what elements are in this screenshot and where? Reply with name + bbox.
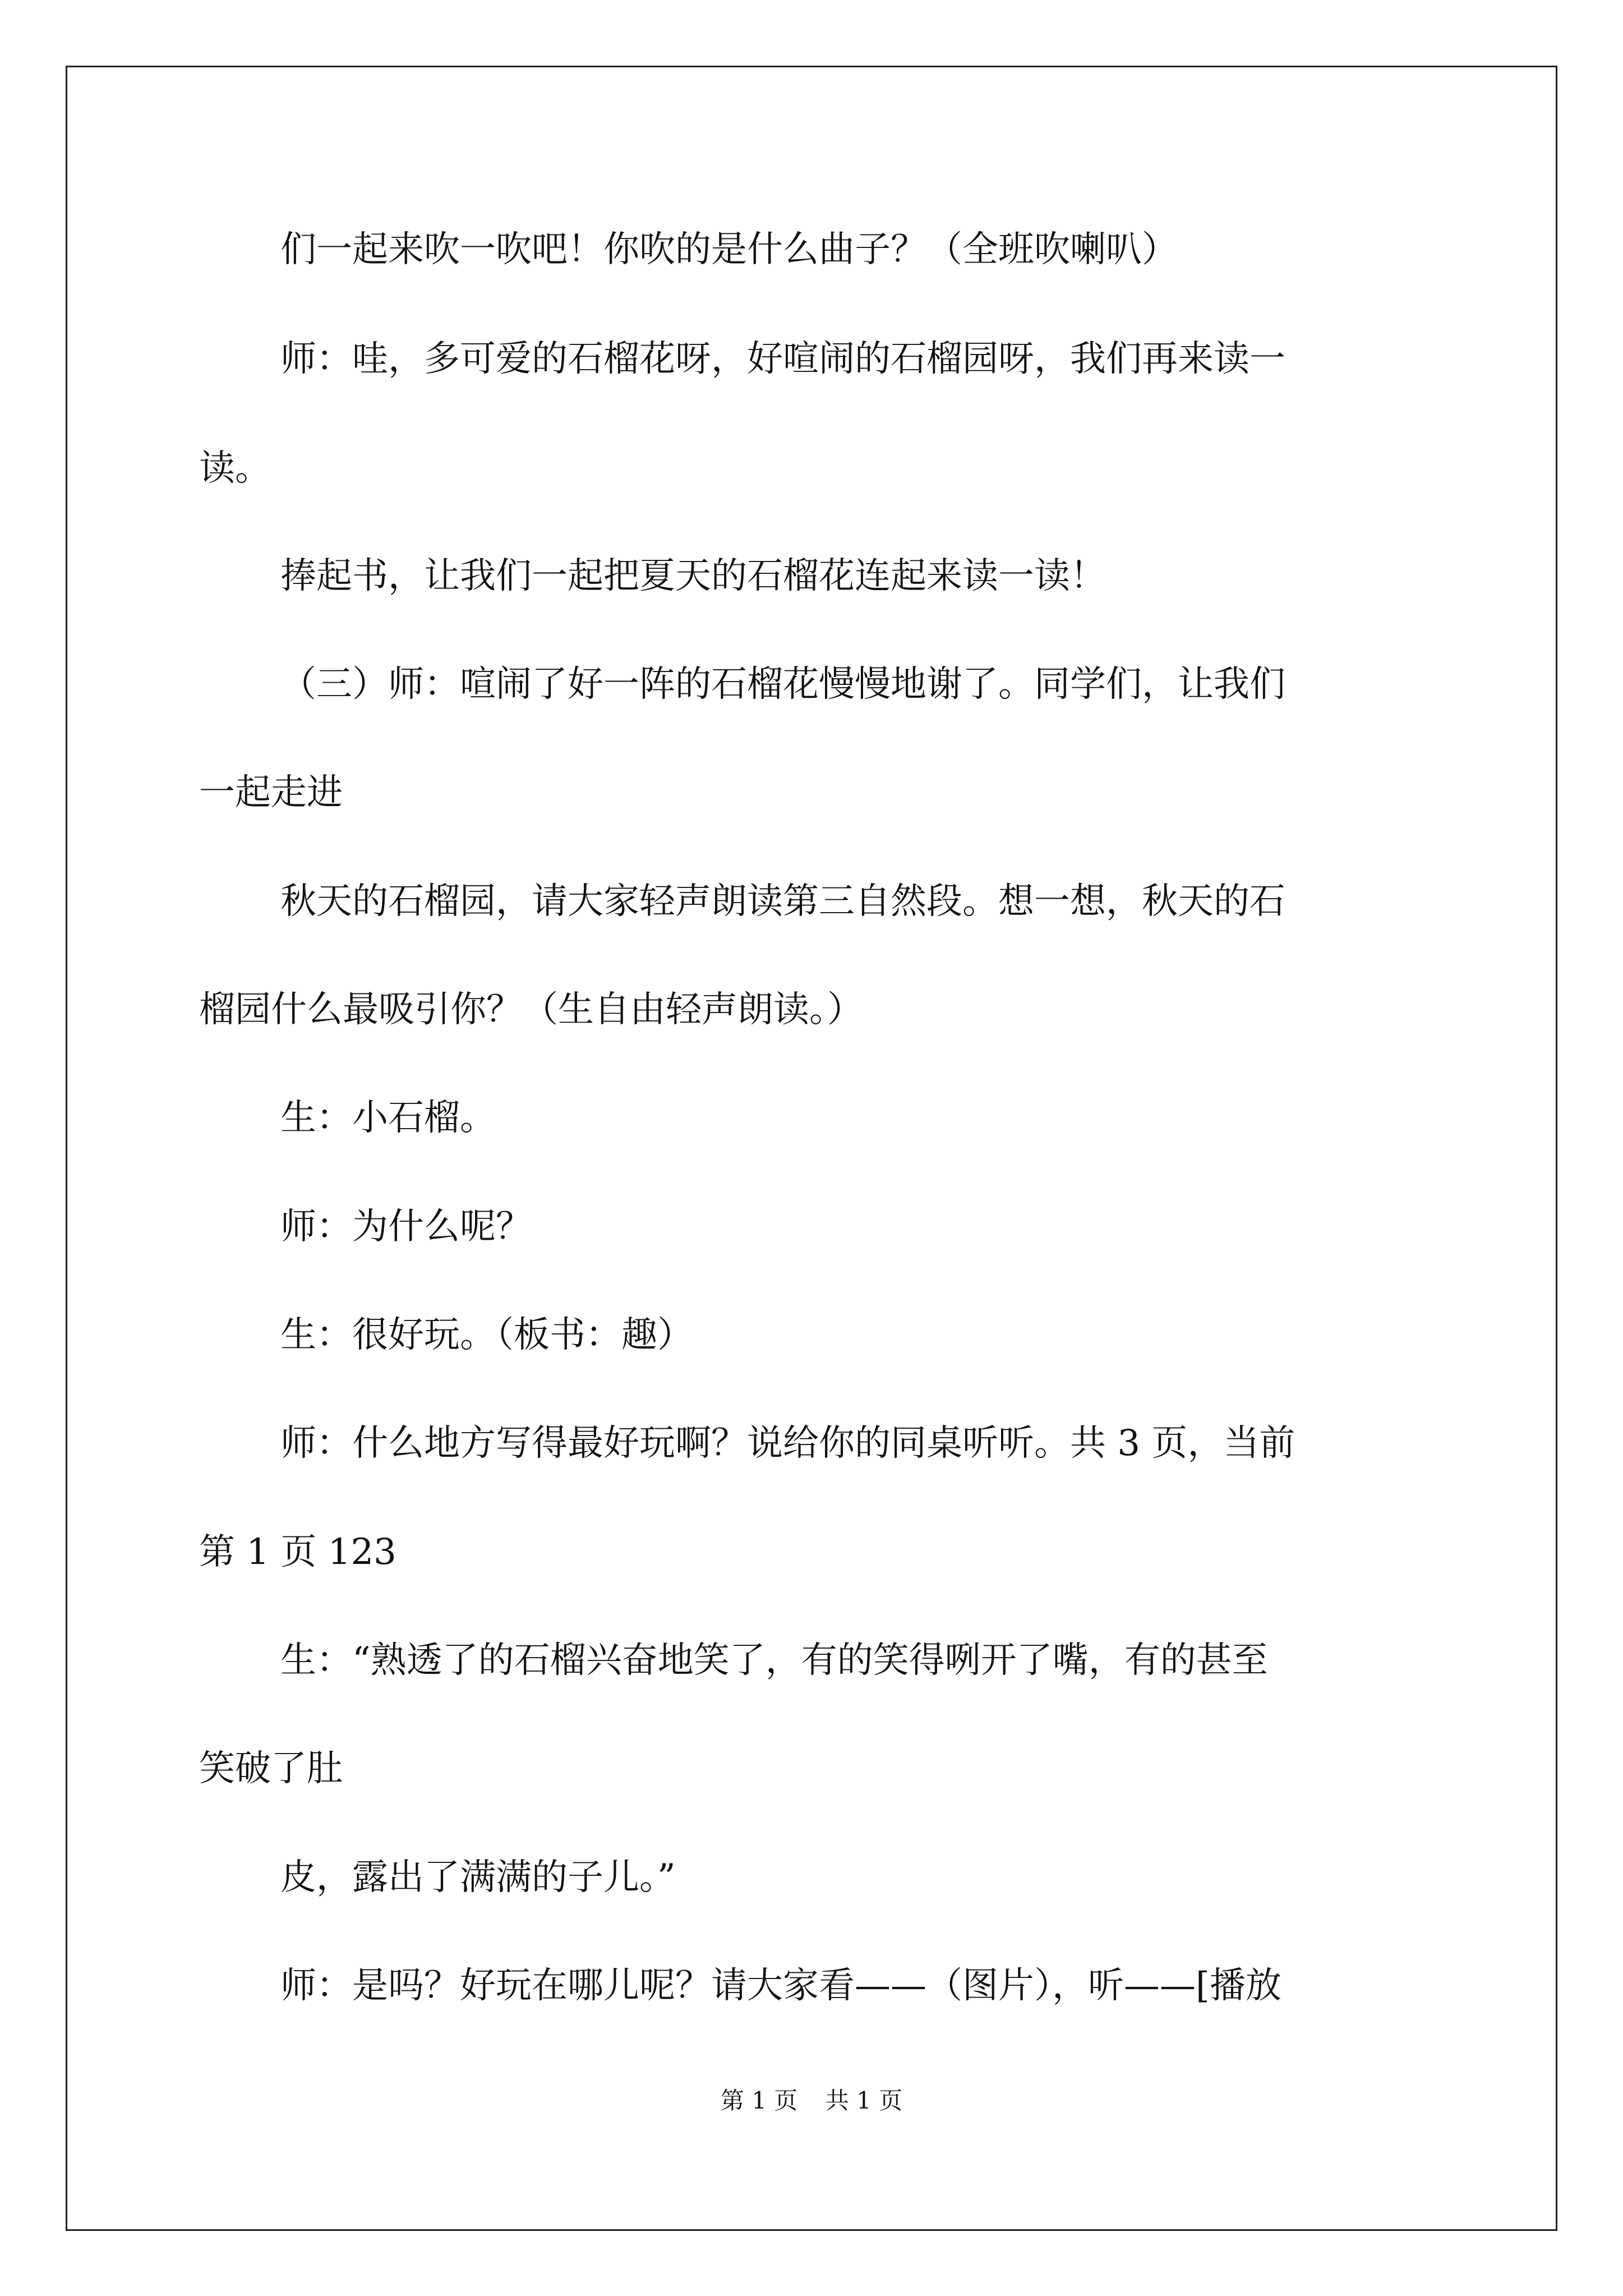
text-line: 师：哇，多可爱的石榴花呀，好喧闹的石榴园呀，我们再来读一 [280, 338, 1285, 380]
text-line: 读。 [199, 448, 271, 489]
text-line: 师：什么地方写得最好玩啊？说给你的同桌听听。共 3 页，当前 [280, 1423, 1295, 1464]
text-line: （三）师：喧闹了好一阵的石榴花慢慢地谢了。同学们，让我们 [280, 664, 1285, 705]
text-line: 生：很好玩。（板书：趣） [280, 1314, 693, 1356]
text-line: 师：是吗？好玩在哪儿呢？请大家看——（图片），听——[播放 [280, 1965, 1281, 2007]
text-line: 生：小石榴。 [280, 1097, 496, 1139]
page-number: 第 1 页 [720, 2087, 798, 2114]
text-line: 第 1 页 123 [199, 1531, 396, 1573]
text-line: 们一起来吹一吹吧！你吹的是什么曲子？（全班吹喇叭） [280, 229, 1178, 270]
page-footer [0, 2084, 1623, 2118]
page-total: 共 1 页 [825, 2087, 903, 2114]
text-line: 笑破了肚 [199, 1748, 343, 1789]
text-line: 师：为什么呢？ [280, 1206, 532, 1248]
text-line: 秋天的石榴园，请大家轻声朗读第三自然段。想一想，秋天的石 [280, 881, 1285, 922]
text-line: 皮，露出了满满的子儿。” [280, 1857, 676, 1898]
page-border [66, 66, 1557, 2231]
text-line: 榴园什么最吸引你？（生自由轻声朗读。） [199, 989, 863, 1030]
text-line: 一起走进 [199, 772, 343, 813]
text-line: 捧起书，让我们一起把夏天的石榴花连起来读一读！ [280, 555, 1106, 597]
text-line: 生：“熟透了的石榴兴奋地笑了，有的笑得咧开了嘴，有的甚至 [280, 1640, 1268, 1681]
